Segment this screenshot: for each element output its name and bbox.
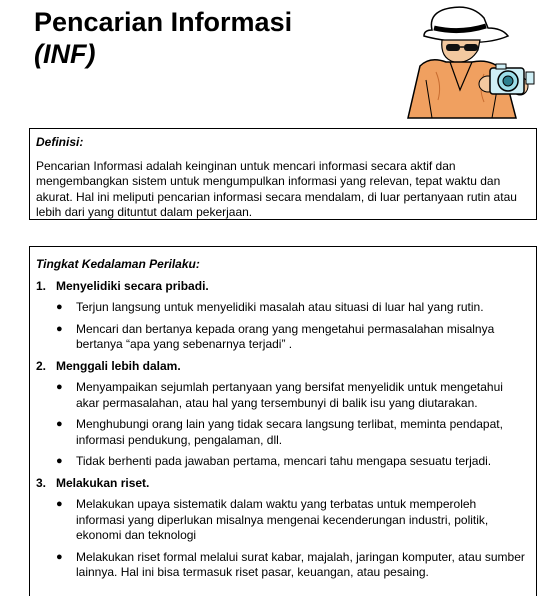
list-item (36, 322, 528, 353)
level-1-bullets (36, 300, 528, 353)
level-title: Menggali lebih dalam. (56, 358, 181, 373)
bullet-text: Melakukan upaya sistematik dalam waktu yang terbatas untuk memperoleh informasi yang diperlukan misalnya mengenai kecenderungan industri, politik, ekonomi dan teknologi (76, 497, 489, 542)
bullet-text: Melakukan riset formal melalui surat kabar, majalah, jaringan komputer, atau sumber lainnya. Hal ini bisa termasuk riset pasar, keuangan, atau pesaing. (76, 549, 525, 579)
bullet-icon: ● (56, 498, 63, 510)
bullet-icon: ● (56, 550, 63, 563)
level-number: 3. (36, 475, 47, 490)
bullet-icon: ● (56, 455, 63, 467)
bullet-text: Tidak berhenti pada jawaban pertama, mencari tahu mengapa sesuatu terjadi. (76, 454, 492, 468)
definition-box (29, 128, 537, 220)
level-3-bullets (36, 497, 528, 581)
level-1-title (36, 279, 528, 295)
list-item (36, 550, 528, 581)
detective-with-camera-icon (380, 0, 538, 122)
level-2 (36, 359, 528, 470)
bullet-icon: ● (56, 301, 63, 313)
bullet-text: Terjun langsung untuk menyelidiki masalah atau situasi di luar hal yang rutin. (76, 300, 484, 314)
bullet-icon: ● (56, 418, 63, 430)
behavior-levels-box (29, 246, 537, 596)
title-text: Pencarian Informasi (34, 7, 293, 37)
title-code: (INF) (34, 39, 96, 69)
list-item (36, 454, 528, 470)
level-title: Menyelidiki secara pribadi. (56, 278, 209, 293)
list-item (36, 417, 528, 448)
definition-text: Pencarian Informasi adalah keinginan untuk mencari informasi secara aktif dan mengembangkan sistem untuk mengumpulkan informasi yang relevan, tepat waktu dan akurat. Hal ini meliputi pencarian informasi secara mendalam, di luar pertanyaan rutin atau lebih dari yang dituntut dalam pekerjaan. (36, 158, 517, 219)
level-title: Melakukan riset. (56, 475, 150, 490)
bullet-text: Menghubungi orang lain yang tidak secara langsung terlibat, meminta pendapat, informasi pendukung, pengalaman, dll. (76, 417, 503, 447)
list-item (36, 300, 528, 316)
levels-heading: Tingkat Kedalaman Perilaku: (36, 257, 200, 271)
list-item (36, 497, 528, 544)
level-1 (36, 279, 528, 353)
bullet-text: Menyampaikan sejumlah pertanyaan yang bersifat menyelidik untuk mengetahui akar permasalahan, atau hal yang tersembunyi di balik isu yang diutarakan. (76, 380, 503, 410)
level-number: 2. (36, 358, 47, 373)
level-3-title (36, 476, 528, 492)
definition-heading: Definisi: (36, 135, 84, 149)
page-title (34, 6, 292, 70)
level-2-title (36, 359, 528, 375)
bullet-text: Mencari dan bertanya kepada orang yang mengetahui permasalahan misalnya bertanya “apa yang sebenarnya terjadi” . (76, 321, 495, 351)
bullet-icon: ● (56, 381, 63, 393)
level-2-bullets (36, 380, 528, 470)
bullet-icon: ● (56, 322, 63, 335)
list-item (36, 380, 528, 411)
level-number: 1. (36, 278, 47, 293)
level-3 (36, 476, 528, 581)
